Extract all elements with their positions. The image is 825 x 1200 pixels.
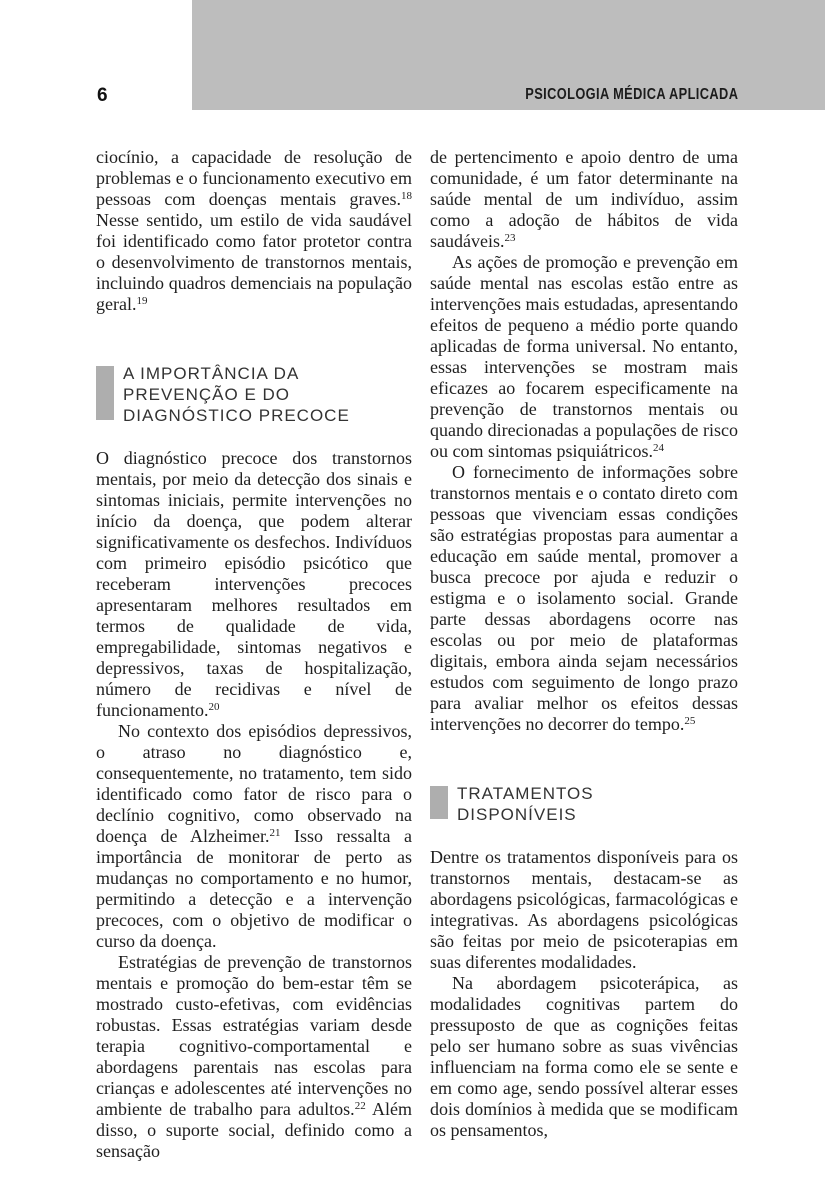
paragraph: Dentre os tratamentos disponíveis para os transtornos mentais, destacam-se as abordagens psicológicas, farmacológicas e integrativas. As abordagens psicológicas são feitas por meio de psicoterapias em suas diferentes modalidades. bbox=[430, 847, 738, 972]
paragraph: O fornecimento de informações sobre transtornos mentais e o contato direto com pessoas que vivenciam essas condições são estratégias propostas para aumentar a educação em saúde mental, promover a busca precoce por ajuda e reduzir o estigma e o isolamento social. Grande parte dessas abordagens ocorre nas escolas ou por meio de plataformas digitais, embora ainda sejam necessários estudos com seguimento de longo prazo para avaliar melhor os efeitos dessas intervenções no decorrer do tempo.$^{25}$ bbox=[430, 462, 738, 734]
footnote-reference: 23 bbox=[504, 232, 516, 244]
heading-accent-bar bbox=[430, 786, 448, 819]
text-body bbox=[96, 147, 738, 1162]
section-heading-text: TRATAMENTOS DISPONÍVEIS bbox=[457, 784, 594, 824]
footnote-reference: 22 bbox=[354, 1100, 366, 1112]
section-heading-text: A IMPORTÂNCIA DA PREVENÇÃO E DO DIAGNÓSTICO PRECOCE bbox=[123, 364, 350, 425]
paragraph: de pertencimento e apoio dentro de uma comunidade, é um fator determinante na saúde mental de um indivíduo, assim como a adoção de hábitos de vida saudáveis.$^{23}$ bbox=[430, 147, 738, 251]
footnote-reference: 24 bbox=[652, 442, 664, 454]
running-title: PSICOLOGIA MÉDICA APLICADA bbox=[524, 86, 738, 103]
left-column bbox=[96, 147, 412, 1162]
paragraph: As ações de promoção e prevenção em saúde mental nas escolas estão entre as intervenções mais estudadas, apresentando efeitos de pequeno a médio porte quando aplicadas de forma universal. No entanto, essas intervenções se mostram mais eficazes ao focarem especificamente na prevenção de transtornos mentais ou quando direcionadas a populações de risco ou com sintomas psiquiátricos.$^{24}$ bbox=[430, 252, 738, 461]
section-heading bbox=[96, 363, 412, 426]
footnote-reference: 21 bbox=[269, 827, 281, 839]
footnote-reference: 18 bbox=[401, 190, 412, 202]
footnote-reference: 25 bbox=[684, 715, 696, 727]
page-number: 6 bbox=[97, 85, 108, 106]
paragraph: Na abordagem psicoterápica, as modalidades cognitivas partem do pressuposto de que as cognições feitas pelo ser humano sobre as suas vivências influenciam na forma como ele se sente e em como age, sendo possível alterar esses dois domínios à medida que se modificam os pensamentos, bbox=[430, 973, 738, 1140]
footnote-reference: 19 bbox=[136, 295, 148, 307]
footnote-reference: 20 bbox=[208, 701, 220, 713]
paragraph: No contexto dos episódios depressivos, o atraso no diagnóstico e, consequentemente, no tratamento, tem sido identificado como fator de risco para o declínio cognitivo, como observado na doença de Alzheimer.$^{21}$ Isso ressalta a importância de monitorar de perto as mudanças no comportamento e no humor, permitindo a detecção e a intervenção precoces, com o objetivo de modificar o curso da doença. bbox=[96, 721, 413, 951]
section-heading bbox=[430, 783, 738, 825]
paragraph: O diagnóstico precoce dos transtornos mentais, por meio da detecção dos sinais e sintomas iniciais, permite intervenções no início da doença, que podem alterar significativamente os desfechos. Indivíduos com primeiro episódio psicótico que receberam intervenções precoces apresentaram melhores resultados em termos de qualidade de vida, empregabilidade, sintomas negativos e depressivos, taxas de hospitalização, número de recidivas e nível de funcionamento.$^{20}$ bbox=[96, 448, 412, 720]
heading-accent-bar bbox=[96, 366, 114, 420]
paragraph: Estratégias de prevenção de transtornos mentais e promoção do bem-estar têm se mostrado custo-efetivas, com evidências robustas. Essas estratégias variam desde terapia cognitivo-comportamental e abordagens parentais nas escolas para crianças e adolescentes até intervenções no ambiente de trabalho para adultos.$^{22}$ Além disso, o suporte social, definido como a sensação bbox=[96, 952, 413, 1161]
right-column bbox=[430, 147, 738, 1162]
paragraph: ciocínio, a capacidade de resolução de problemas e o funcionamento executivo em pessoas com doenças mentais graves.$^{18}$ Nesse sentido, um estilo de vida saudável foi identificado como fator protetor contra o desenvolvimento de transtornos mentais, incluindo quadros demenciais na população geral.$^{19}$ bbox=[96, 147, 412, 314]
header-band bbox=[192, 0, 825, 110]
